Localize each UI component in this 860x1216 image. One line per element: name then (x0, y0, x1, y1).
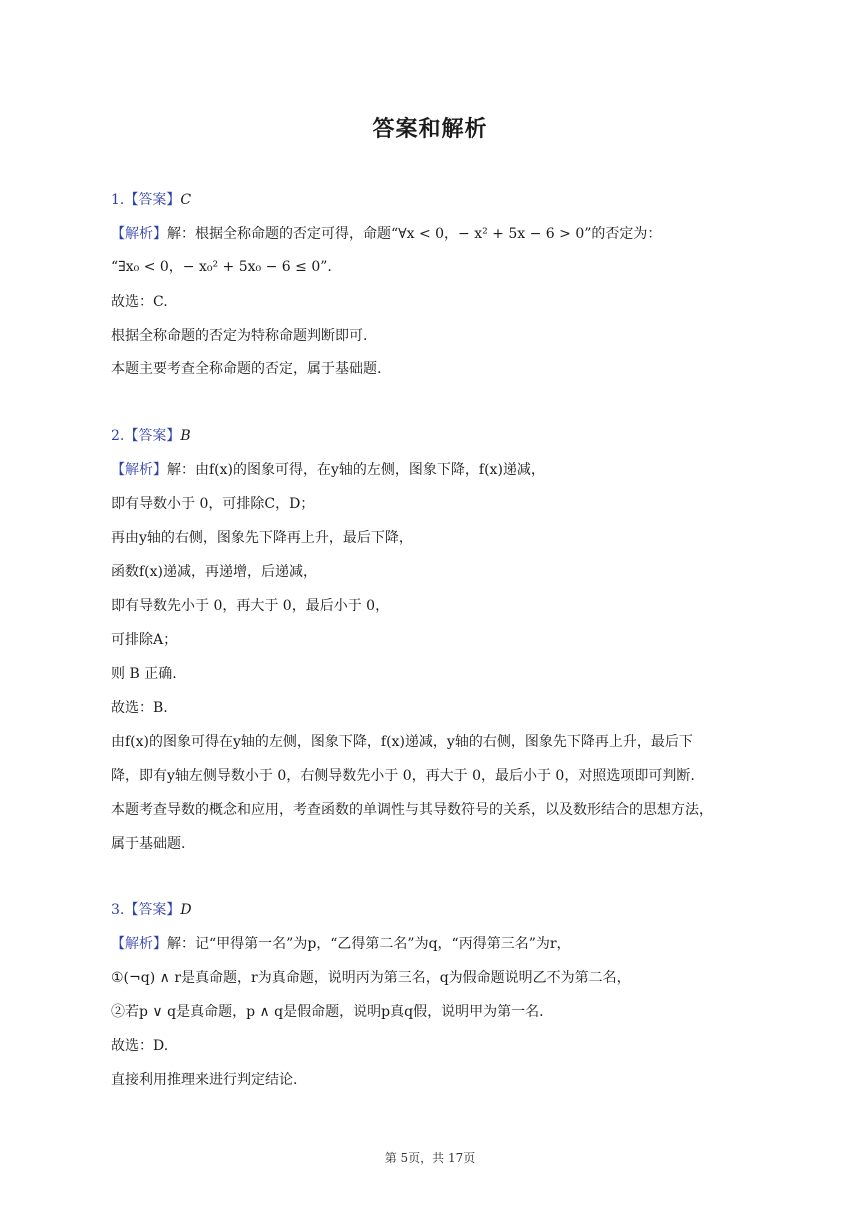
q2-analysis-line (111, 460, 545, 480)
q3-text-1: ①(¬q) ∧ r是真命题，r为真命题，说明丙为第三名，q为假命题说明乙不为第二名， (111, 970, 631, 986)
q3-text-0: 解：记“甲得第一名”为p，“乙得第二名”为q，“丙得第三名”为r， (167, 936, 571, 952)
q1-text-4: 本题主要考查全称命题的否定，属于基础题. (111, 361, 382, 377)
q3-answer-tag: 【答案】 (124, 902, 181, 918)
q2-text-3: 函数f(x)递减，再递增，后递减， (111, 564, 318, 580)
q3-answer: D (180, 902, 192, 918)
q3-text-4: 直接利用推理来进行判定结论. (111, 1072, 298, 1088)
q2-text-1: 即有导数小于 0，可排除C，D； (111, 496, 315, 512)
q3-analysis-tag: 【解析】 (111, 936, 167, 952)
page-title: 答案和解析 (372, 117, 488, 142)
q2-analysis-tag: 【解析】 (111, 462, 167, 478)
q1-analysis-line (111, 224, 661, 244)
q3-number: 3. (111, 902, 125, 918)
q1-analysis-tag: 【解析】 (111, 226, 167, 242)
q2-text-0: 解：由f(x)的图象可得，在y轴的左侧，图象下降，f(x)递减， (167, 462, 545, 478)
q1-number: 1. (111, 192, 125, 208)
q2-text-6: 则 B 正确. (111, 666, 177, 682)
q2-text-2: 再由y轴的右侧，图象先下降再上升，最后下降， (111, 530, 413, 546)
q2-text-5: 可排除A； (111, 632, 178, 648)
q1-answer: C (180, 192, 192, 208)
q2-text-11: 属于基础题. (111, 836, 186, 852)
q2-answer-tag: 【答案】 (124, 428, 181, 444)
q1-answer-line (111, 190, 191, 210)
q2-answer-line (111, 426, 191, 446)
q2-text-4: 即有导数先小于 0，再大于 0，最后小于 0， (111, 598, 390, 614)
q1-text-1: “∃x₀ < 0，− x₀² + 5x₀ − 6 ≤ 0”. (111, 259, 332, 275)
q1-text-2: 故选：C. (111, 294, 168, 310)
q2-text-7: 故选：B. (111, 700, 168, 716)
q2-text-10: 本题考查导数的概念和应用，考查函数的单调性与其导数符号的关系，以及数形结合的思想方法， (111, 802, 713, 818)
q1-text-3: 根据全称命题的否定为特称命题判断即可. (111, 328, 368, 344)
page-footer: 第 5页，共 17页 (384, 1151, 476, 1165)
q2-answer: B (180, 428, 191, 444)
q2-number: 2. (111, 428, 125, 444)
q3-text-3: 故选：D. (111, 1038, 169, 1054)
q3-analysis-line (111, 934, 571, 954)
q1-text-0: 解：根据全称命题的否定可得，命题“∀x < 0，− x² + 5x − 6 > 0”的否定为： (167, 226, 662, 242)
q2-text-8: 由f(x)的图象可得在y轴的左侧，图象下降，f(x)递减，y轴的右侧，图象先下降再上升，最后下 (111, 734, 693, 750)
q3-text-2: ②若p ∨ q是真命题，p ∧ q是假命题，说明p真q假，说明甲为第一名. (111, 1004, 544, 1020)
q3-answer-line (111, 900, 192, 920)
q2-text-9: 降，即有y轴左侧导数小于 0，右侧导数先小于 0，再大于 0，最后小于 0，对照选项即可判断. (111, 768, 695, 784)
q1-answer-tag: 【答案】 (124, 192, 181, 208)
